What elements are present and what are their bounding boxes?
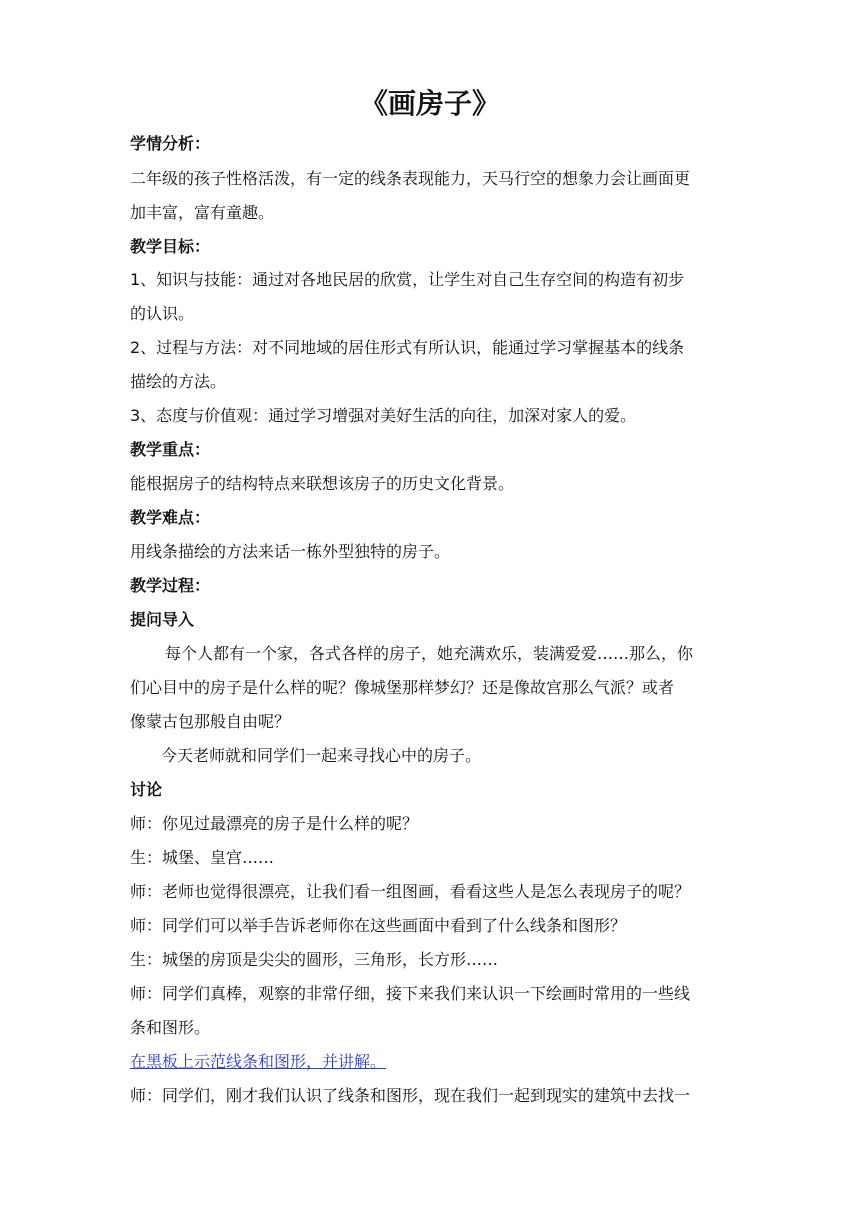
paragraph-line: 的认识。	[130, 304, 195, 323]
paragraph-line: 每个人都有一个家，各式各样的房子，她充满欢乐，装满爱爱……那么，你	[165, 644, 694, 663]
dialogue-line: 师：老师也觉得很漂亮，让我们看一组图画，看看这些人是怎么表现房子的呢？	[130, 882, 691, 901]
heading-teaching-goals: 教学目标：	[130, 237, 211, 256]
heading-learner-analysis: 学情分析：	[130, 134, 211, 153]
dialogue-line: 条和图形。	[130, 1018, 211, 1037]
paragraph-line: 们心目中的房子是什么样的呢？像城堡那样梦幻？还是像故宫那么气派？或者	[130, 678, 675, 697]
document-title: 《画房子》	[359, 87, 500, 120]
paragraph-line: 今天老师就和同学们一起来寻找心中的房子。	[161, 746, 482, 765]
heading-process: 教学过程：	[130, 576, 211, 595]
heading-key-points: 教学重点：	[130, 440, 211, 459]
paragraph-line: 用线条描绘的方法来话一栋外型独特的房子。	[130, 542, 451, 561]
paragraph-line: 像蒙古包那般自由呢？	[130, 712, 291, 731]
dialogue-line: 师：同学们真棒，观察的非常仔细，接下来我们来认识一下绘画时常用的一些线	[130, 984, 691, 1003]
paragraph-line: 二年级的孩子性格活泼，有一定的线条表现能力，天马行空的想象力会让画面更	[130, 169, 691, 188]
heading-intro: 提问导入	[130, 610, 195, 629]
heading-difficulties: 教学难点：	[130, 508, 211, 527]
dialogue-line: 生：城堡的房顶是尖尖的圆形，三角形，长方形……	[130, 950, 499, 969]
dialogue-line: 师：同学们，刚才我们认识了线条和图形，现在我们一起到现实的建筑中去找一	[130, 1086, 691, 1105]
dialogue-line: 生：城堡、皇宫……	[130, 848, 275, 867]
paragraph-line: 能根据房子的结构特点来联想该房子的历史文化背景。	[130, 474, 515, 493]
dialogue-line: 师：你见过最漂亮的房子是什么样的呢？	[130, 814, 419, 833]
paragraph-line: 1、知识与技能：通过对各地民居的欣赏，让学生对自己生存空间的构造有初步	[130, 270, 685, 289]
paragraph-line: 2、过程与方法：对不同地域的居住形式有所认识，能通过学习掌握基本的线条	[130, 338, 685, 357]
heading-discussion: 讨论	[130, 780, 163, 799]
paragraph-line: 3、态度与价值观：通过学习增强对美好生活的向往，加深对家人的爱。	[130, 406, 637, 425]
paragraph-line: 描绘的方法。	[130, 372, 227, 391]
paragraph-line: 加丰富，富有童趣。	[130, 203, 275, 222]
blackboard-demo-link[interactable]: 在黑板上示范线条和图形，并讲解。	[130, 1052, 387, 1071]
dialogue-line: 师：同学们可以举手告诉老师你在这些画面中看到了什么线条和图形？	[130, 916, 627, 935]
